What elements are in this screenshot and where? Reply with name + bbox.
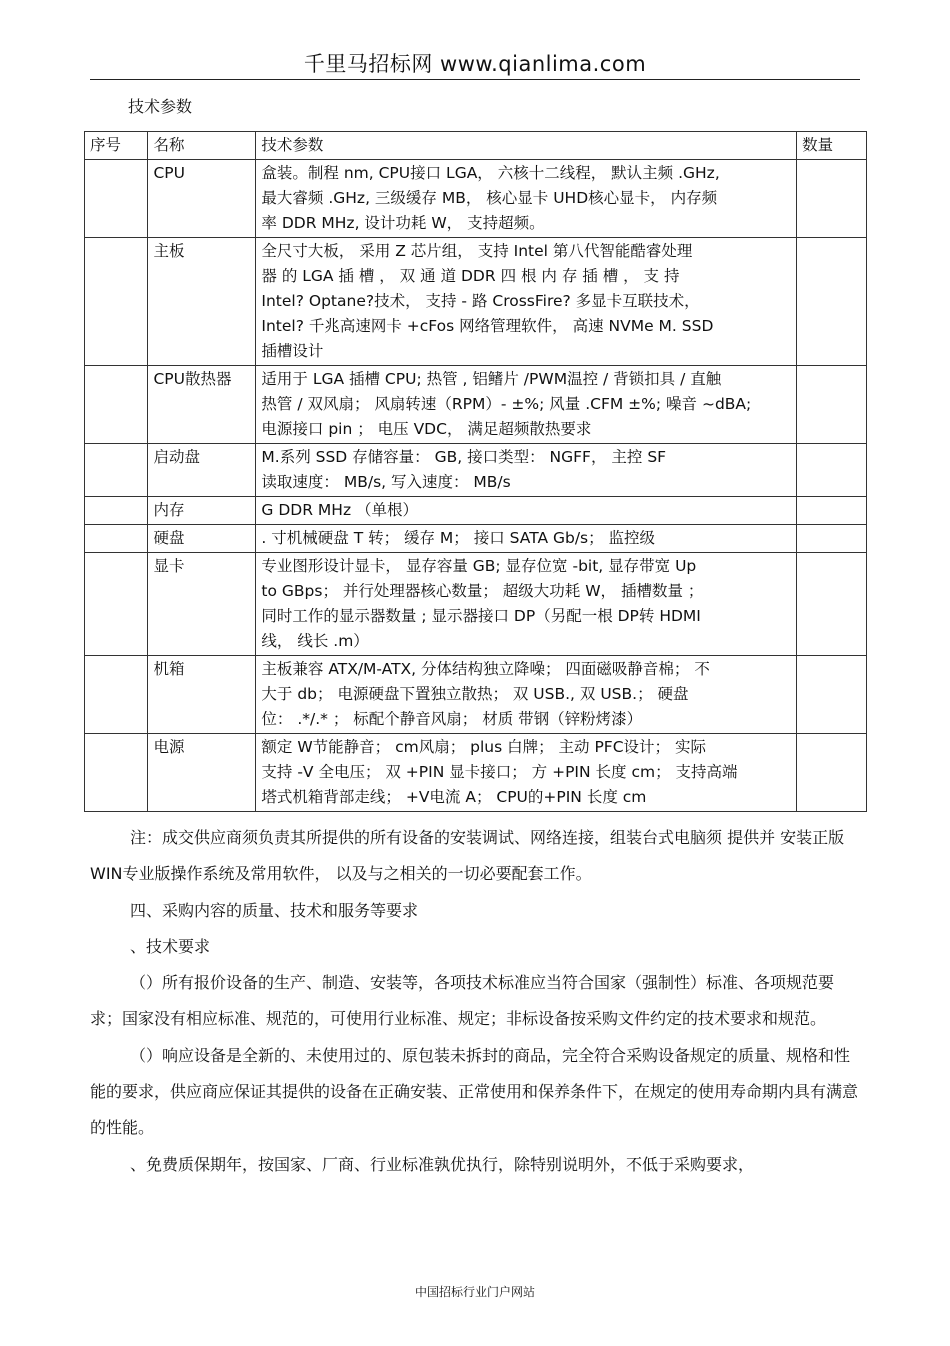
cell-spec-text: 主板兼容 ATX/M-ATX, 分体结构独立降噪； 四面磁吸静音棉； 不 大于 db； 电源硬盘下置独立散热； 双 USB., 双 USB.； 硬盘 位： .*/.* ； 标配个静音风扇； 材质 带钢（锌粉烤漆） — [261, 660, 710, 728]
cell-name — [148, 656, 256, 734]
cell-no — [85, 366, 148, 444]
table-row — [85, 238, 867, 366]
section-label: 技术参数 — [128, 97, 193, 116]
cell-no — [85, 734, 148, 812]
tech-req-heading: 、技术要求 — [130, 936, 211, 956]
cell-name — [148, 366, 256, 444]
cell-name — [148, 444, 256, 497]
col-header-name: 名称 — [148, 132, 256, 160]
col-header-qty: 数量 — [797, 132, 867, 160]
cell-qty — [797, 238, 867, 366]
cell-no — [85, 553, 148, 656]
cell-qty — [797, 444, 867, 497]
cell-spec-text: 全尺寸大板， 采用 Z 芯片组， 支持 Intel 第八代智能酷睿处理 器 的 LGA 插 槽 ， 双 通 道 DDR 四 根 内 存 插 槽 ， 支 持 Intel? Optane?技术， 支持 - 路 CrossFire? 多显卡互联技术， Intel? 千兆高速网卡 +cFos 网络管理软件， 高速 NVMe M. SSD 插槽设计 — [261, 242, 714, 360]
cell-name-text: 主板 — [153, 242, 185, 260]
table-row — [85, 656, 867, 734]
cell-name-text: 机箱 — [153, 660, 185, 678]
cell-spec-text: 适用于 LGA 插槽 CPU; 热管 , 铝鳍片 /PWM温控 / 背锁扣具 / 直触 热管 / 双风扇； 风扇转速（RPM）- ±%; 风量 .CFM ±%; 噪音 ~dBA; 电源接口 pin ； 电压 VDC， 满足超频散热要求 — [261, 370, 752, 438]
section-heading-4: 四、采购内容的质量、技术和服务等要求 — [130, 900, 419, 920]
cell-name — [148, 553, 256, 656]
cell-qty — [797, 497, 867, 525]
table-row — [85, 444, 867, 497]
spec-table — [84, 131, 867, 812]
col-header-spec: 技术参数 — [256, 132, 797, 160]
cell-spec-text: 额定 W节能静音； cm风扇； plus 白牌； 主动 PFC设计； 实际 支持 -V 全电压； 双 +PIN 显卡接口； 方 +PIN 长度 cm； 支持高端 塔式机箱背部走线； +V电流 A； CPU的+PIN 长度 cm — [261, 738, 738, 806]
cell-spec-text: 专业图形设计显卡， 显存容量 GB; 显存位宽 -bit, 显存带宽 Up to GBps； 并行处理器核心数量； 超级大功耗 W， 插槽数量 ； 同时工作的显示器数量 ; 显示器接口 DP（另配一根 DP转 HDMI 线， 线长 .m） — [261, 557, 704, 650]
cell-spec — [256, 366, 797, 444]
table-row — [85, 497, 867, 525]
cell-qty — [797, 656, 867, 734]
cell-no — [85, 238, 148, 366]
cell-spec-text: . 寸机械硬盘 T 转； 缓存 M； 接口 SATA Gb/s； 监控级 — [261, 529, 656, 547]
cell-qty — [797, 553, 867, 656]
cell-name — [148, 734, 256, 812]
cell-name — [148, 497, 256, 525]
cell-spec — [256, 734, 797, 812]
cell-name-text: 电源 — [153, 738, 185, 756]
cell-no — [85, 160, 148, 238]
requirement-item-2: （）响应设备是全新的、未使用过的、原包装未拆封的商品，完全符合采购设备规定的质量、规格和性能的要求，供应商应保证其提供的设备在正确安装、正常使用和保养条件下，在规定的使用寿命期内具有满意的性能。 — [90, 1045, 859, 1138]
warranty-paragraph: 、免费质保期年，按国家、厂商、行业标准孰优执行，除特别说明外，不低于采购要求， — [130, 1154, 755, 1174]
cell-name — [148, 525, 256, 553]
cell-name-text: 硬盘 — [153, 529, 185, 547]
header-divider — [90, 79, 860, 80]
cell-spec — [256, 238, 797, 366]
cell-spec — [256, 553, 797, 656]
cell-spec — [256, 160, 797, 238]
cell-no — [85, 497, 148, 525]
cell-spec — [256, 497, 797, 525]
cell-no — [85, 525, 148, 553]
cell-spec-text: G DDR MHz （单根） — [261, 501, 419, 519]
requirement-item-1: （）所有报价设备的生产、制造、安装等，各项技术标准应当符合国家（强制性）标准、各项规范要求；国家没有相应标准、规范的，可使用行业标准、规定；非标设备按采购文件约定的技术要求和规范。 — [90, 973, 835, 1029]
cell-spec — [256, 444, 797, 497]
body-text — [90, 820, 860, 1183]
cell-name — [148, 160, 256, 238]
cell-name-text: 显卡 — [153, 557, 185, 575]
cell-qty — [797, 525, 867, 553]
cell-no — [85, 656, 148, 734]
table-row — [85, 553, 867, 656]
table-row — [85, 734, 867, 812]
cell-qty — [797, 734, 867, 812]
page-header-title: 千里马招标网 www.qianlima.com — [303, 52, 647, 76]
col-header-no: 序号 — [85, 132, 148, 160]
cell-qty — [797, 160, 867, 238]
cell-spec — [256, 656, 797, 734]
page-footer: 中国招标行业门户网站 — [414, 1285, 535, 1299]
table-row — [85, 160, 867, 238]
cell-spec-text: 盒装。制程 nm, CPU接口 LGA， 六核十二线程， 默认主频 .GHz, 最大睿频 .GHz, 三级缓存 MB， 核心显卡 UHD核心显卡， 内存频 率 DDR MHz, 设计功耗 W， 支持超频。 — [261, 164, 720, 232]
spec-table-body — [85, 160, 867, 812]
note-paragraph: 注：成交供应商须负责其所提供的所有设备的安装调试、网络连接，组装台式电脑须 提供并 安装正版 WIN专业版操作系统及常用软件， 以及与之相关的一切必要配套工作。 — [90, 828, 845, 884]
cell-name-text: CPU — [153, 164, 185, 182]
cell-name-text: 启动盘 — [153, 448, 200, 466]
cell-name — [148, 238, 256, 366]
cell-name-text: 内存 — [153, 501, 185, 519]
table-row — [85, 366, 867, 444]
cell-qty — [797, 366, 867, 444]
table-row — [85, 525, 867, 553]
cell-name-text: CPU散热器 — [153, 370, 232, 388]
cell-spec-text: M.系列 SSD 存储容量： GB, 接口类型： NGFF， 主控 SF 读取速度： MB/s, 写入速度： MB/s — [261, 448, 667, 491]
table-header-row — [85, 132, 867, 160]
cell-no — [85, 444, 148, 497]
cell-spec — [256, 525, 797, 553]
